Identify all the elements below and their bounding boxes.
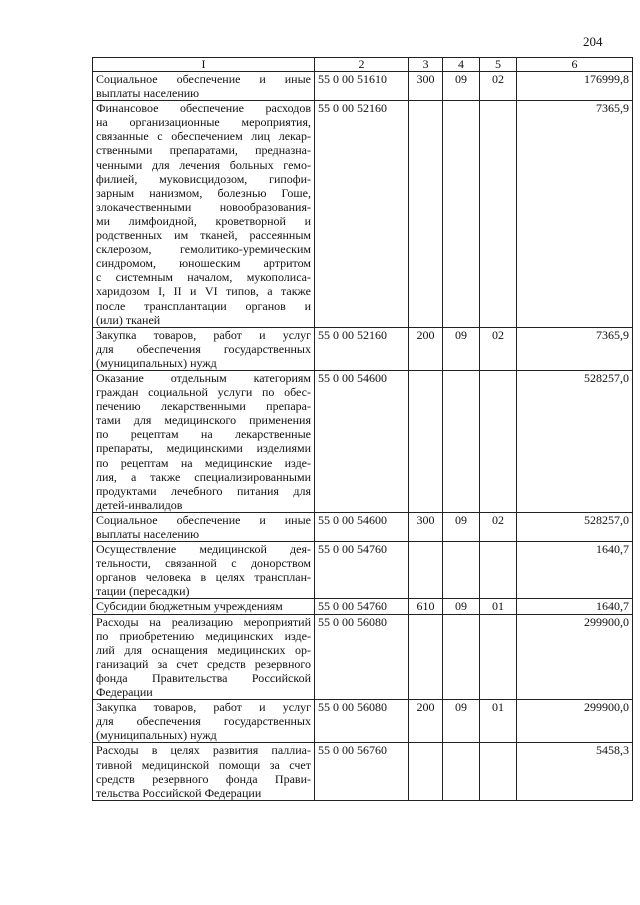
row-description xyxy=(93,743,315,800)
description-line: Закупка товаров, работ и услуг xyxy=(96,327,311,342)
row-section: 09 xyxy=(443,512,480,541)
row-section: 09 xyxy=(443,72,480,101)
row-subsection: 02 xyxy=(480,512,517,541)
description-line: тивной медицинской помощи за счет xyxy=(96,757,311,772)
budget-table-body xyxy=(93,58,633,801)
description-line: лий для оснащения медицинских ор- xyxy=(96,642,311,657)
description-line: Субсидии бюджетным учреждениям xyxy=(96,599,283,614)
row-amount: 7365,9 xyxy=(517,327,633,370)
row-target-code: 55 0 00 51610 xyxy=(315,72,409,101)
description-line: синдромом, юношеским артритом xyxy=(96,256,311,271)
description-line: Расходы на реализацию мероприятий xyxy=(96,614,311,629)
row-target-code: 55 0 00 52160 xyxy=(315,101,409,328)
header-col-2: 2 xyxy=(315,58,409,72)
row-target-code: 55 0 00 54760 xyxy=(315,542,409,599)
row-amount: 1640,7 xyxy=(517,542,633,599)
description-line: по рецептам на медицинские изде- xyxy=(96,455,311,470)
header-col-1: I xyxy=(93,58,315,72)
description-line: филией, муковисцидозом, гипофи- xyxy=(96,171,311,186)
description-line: Закупка товаров, работ и услуг xyxy=(96,700,311,715)
row-expense-type: 610 xyxy=(409,599,443,614)
row-subsection xyxy=(480,370,517,512)
description-line: (муниципальных) нужд xyxy=(96,355,217,370)
row-target-code: 55 0 00 56080 xyxy=(315,614,409,700)
row-description xyxy=(93,370,315,512)
description-line: лия, а также специализированными xyxy=(96,469,311,484)
description-line: средств резервного фонда Прави- xyxy=(96,771,311,786)
description-line: выплаты населению xyxy=(96,527,200,541)
row-amount: 176999,8 xyxy=(517,72,633,101)
row-subsection xyxy=(480,614,517,700)
description-line: продуктами лечебного питания для xyxy=(96,483,311,498)
row-amount: 299900,0 xyxy=(517,614,633,700)
row-subsection xyxy=(480,101,517,328)
row-expense-type: 200 xyxy=(409,327,443,370)
page-number: 204 xyxy=(583,34,603,49)
description-line: зарным нанизмом, болезнью Гоше, xyxy=(96,185,311,200)
header-col-4: 4 xyxy=(443,58,480,72)
table-row xyxy=(93,743,633,800)
row-target-code: 55 0 00 56760 xyxy=(315,743,409,800)
description-line: фонда Правительства Российской xyxy=(96,670,311,685)
row-expense-type xyxy=(409,614,443,700)
row-section xyxy=(443,370,480,512)
row-subsection: 01 xyxy=(480,700,517,743)
description-line: тельства Российской Федерации xyxy=(96,785,262,800)
description-line: граждан социальной услуги по обес- xyxy=(96,385,311,400)
row-section xyxy=(443,743,480,800)
row-amount: 7365,9 xyxy=(517,101,633,328)
row-description xyxy=(93,101,315,328)
description-line: выплаты населению xyxy=(96,86,200,101)
description-line: Расходы в целях развития паллиа- xyxy=(96,743,311,758)
header-col-5: 5 xyxy=(480,58,517,72)
description-line: харидозом I, II и VI типов, а также xyxy=(96,284,311,299)
table-row xyxy=(93,370,633,512)
table-row xyxy=(93,327,633,370)
table-row xyxy=(93,614,633,700)
row-description xyxy=(93,599,315,614)
row-target-code: 55 0 00 54760 xyxy=(315,599,409,614)
description-line: (или) тканей xyxy=(96,312,161,327)
description-line: детей-инвалидов xyxy=(96,497,183,512)
header-row xyxy=(93,58,633,72)
row-subsection xyxy=(480,743,517,800)
row-amount: 528257,0 xyxy=(517,512,633,541)
row-subsection: 02 xyxy=(480,327,517,370)
row-amount: 5458,3 xyxy=(517,743,633,800)
table-row xyxy=(93,542,633,599)
description-line: злокачественными новообразования- xyxy=(96,199,311,214)
description-line: после трансплантации органов и xyxy=(96,298,311,313)
description-line: ственными препаратами, предназна- xyxy=(96,143,311,158)
header-col-6: 6 xyxy=(517,58,633,72)
row-section: 09 xyxy=(443,599,480,614)
row-amount: 528257,0 xyxy=(517,370,633,512)
description-line: печению лекарственными препара- xyxy=(96,399,311,414)
row-subsection: 01 xyxy=(480,599,517,614)
row-target-code: 55 0 00 52160 xyxy=(315,327,409,370)
row-description xyxy=(93,512,315,541)
row-expense-type: 300 xyxy=(409,512,443,541)
description-line: по приобретению медицинских изде- xyxy=(96,628,311,643)
description-line: Федерации xyxy=(96,685,153,700)
row-subsection xyxy=(480,542,517,599)
description-line: родственных им тканей, рассеянным xyxy=(96,228,311,243)
table-row xyxy=(93,700,633,743)
description-line: на организационные мероприятия, xyxy=(96,115,311,130)
row-amount: 1640,7 xyxy=(517,599,633,614)
description-line: для обеспечения государственных xyxy=(96,714,311,729)
description-line: (муниципальных) нужд xyxy=(96,728,217,743)
description-line: склерозом, гемолитико-уремическим xyxy=(96,242,311,257)
description-line: тации (пересадки) xyxy=(96,584,190,599)
description-line: с системным началом, мукополиса- xyxy=(96,270,311,285)
description-line: ми лимфоидной, кроветворной и xyxy=(96,213,311,228)
row-target-code: 55 0 00 56080 xyxy=(315,700,409,743)
table-row xyxy=(93,72,633,101)
description-line: Финансовое обеспечение расходов xyxy=(96,101,311,116)
description-line: органов человека в целях трансплан- xyxy=(96,570,311,585)
header-col-3: 3 xyxy=(409,58,443,72)
table-row xyxy=(93,512,633,541)
description-line: для обеспечения государственных xyxy=(96,341,311,356)
row-expense-type xyxy=(409,542,443,599)
row-expense-type xyxy=(409,743,443,800)
description-line: тельности, связанной с донорством xyxy=(96,556,311,571)
row-expense-type: 200 xyxy=(409,700,443,743)
description-line: связанные с обеспечением лиц лекар- xyxy=(96,129,311,144)
description-line: тами для медицинского применения xyxy=(96,413,311,428)
row-target-code: 55 0 00 54600 xyxy=(315,370,409,512)
row-amount: 299900,0 xyxy=(517,700,633,743)
description-line: ганизаций за счет средств резервного xyxy=(96,656,311,671)
table-row xyxy=(93,101,633,328)
table-row xyxy=(93,599,633,614)
row-description xyxy=(93,542,315,599)
row-description xyxy=(93,327,315,370)
description-line: Социальное обеспечение и иные xyxy=(96,72,311,86)
description-line: ченными для лечения больных гемо- xyxy=(96,157,311,172)
row-description xyxy=(93,700,315,743)
budget-table xyxy=(92,57,633,801)
row-expense-type xyxy=(409,101,443,328)
description-line: препараты, медицинскими изделиями xyxy=(96,441,311,456)
row-section: 09 xyxy=(443,327,480,370)
description-line: Оказание отдельным категориям xyxy=(96,370,311,385)
row-section xyxy=(443,614,480,700)
row-expense-type xyxy=(409,370,443,512)
description-line: Осуществление медицинской дея- xyxy=(96,542,311,557)
description-line: по рецептам на лекарственные xyxy=(96,427,311,442)
row-expense-type: 300 xyxy=(409,72,443,101)
row-section: 09 xyxy=(443,700,480,743)
row-subsection: 02 xyxy=(480,72,517,101)
row-section xyxy=(443,542,480,599)
description-line: Социальное обеспечение и иные xyxy=(96,512,311,527)
row-description xyxy=(93,72,315,101)
row-target-code: 55 0 00 54600 xyxy=(315,512,409,541)
row-section xyxy=(443,101,480,328)
row-description xyxy=(93,614,315,700)
